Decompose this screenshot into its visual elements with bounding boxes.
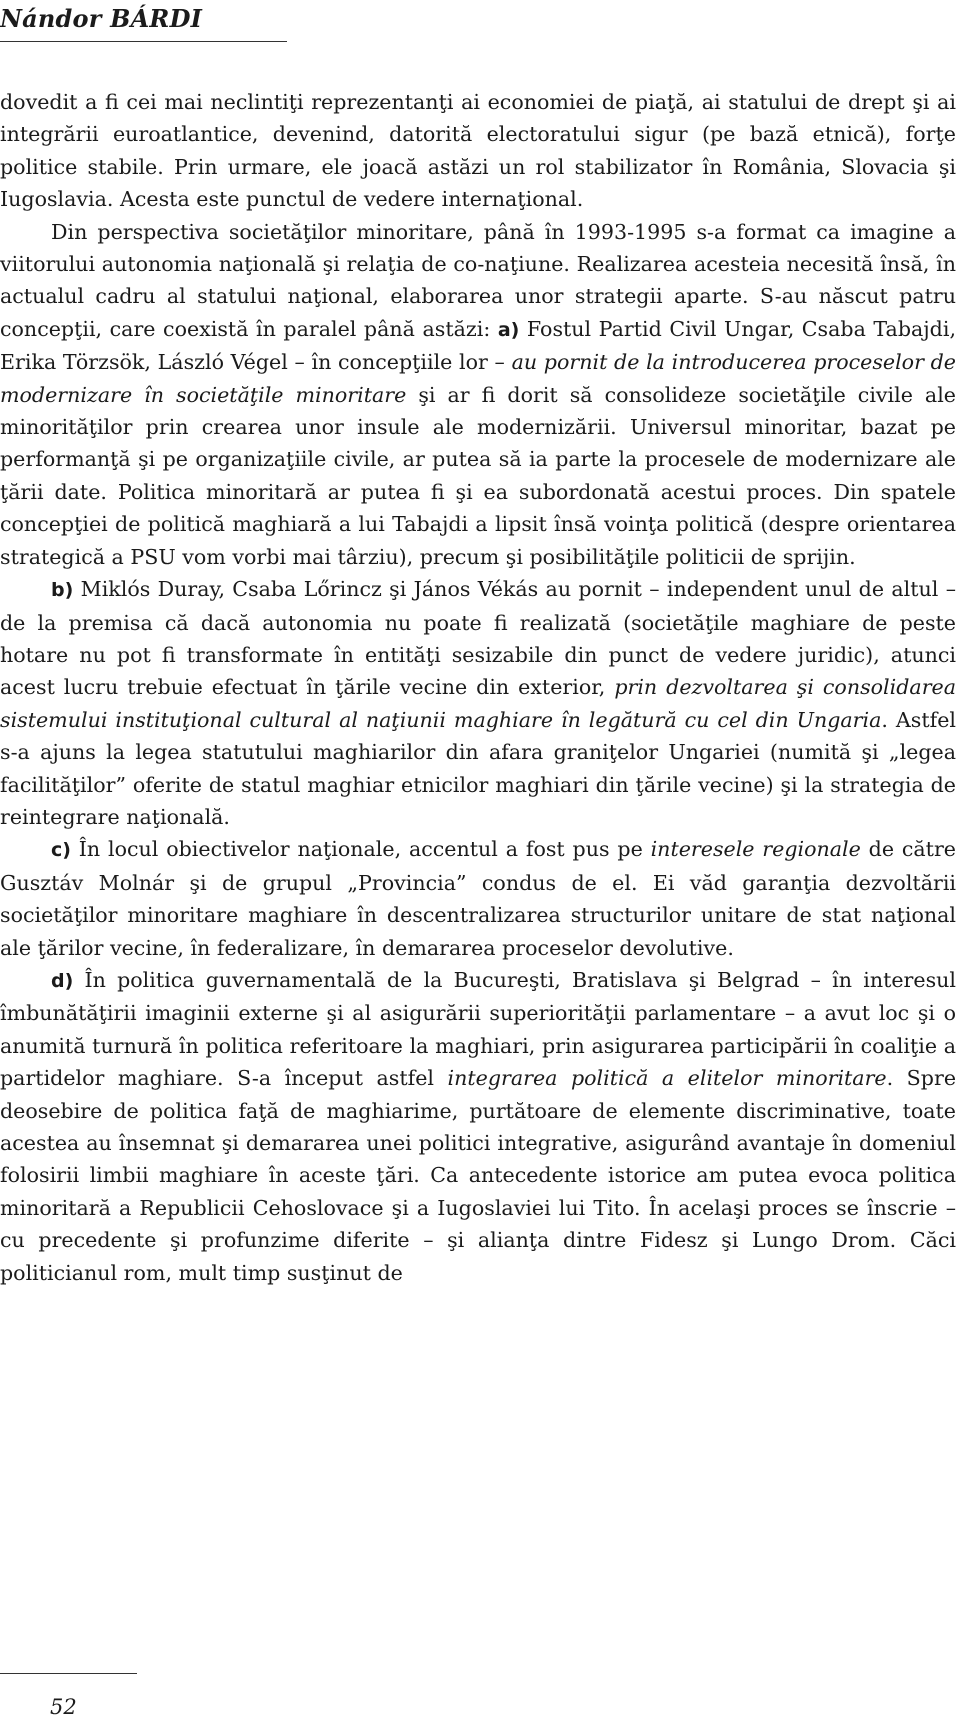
text-run: În locul obiectivelor naţionale, accentul a fost pus pe <box>70 837 651 862</box>
text-run: . Spre deosebire de politica faţă de maghiarime, purtătoare de elemente discriminative, toate acestea au însemnat şi demararea unei politici integrative, asigurând avantaje în domeniul folosirii limbii maghiare în aceste ţări. Ca antecedente istorice am putea evoca politica minoritară a Republicii Cehoslovace şi a Iugoslaviei lui Tito. În acelaşi proces se înscrie – cu precedente şi profunzime diferite – şi alianţa dintre Fidesz şi Lungo Drom. Căci politicianul rom, mult timp susţinut de <box>0 1066 957 1285</box>
paragraph <box>0 964 956 1289</box>
text-run: Miklós Duray, Csaba Lőrincz şi János Vékás au pornit – independent unul de altul – de la premisa că dacă autonomia nu poate fi realizată (societăţile maghiare de peste hotare nu pot fi transformate în entităţi sesizabile din punct de vedere juridic), atunci acest lucru trebuie efectuat în ţările vecine din exterior, <box>0 577 956 700</box>
list-label: c) <box>51 839 71 862</box>
text-run: Fostul Partid Civil Ungar, Csaba Tabajdi, Erika Törzsök, László Végel – în concepţiile lor – <box>0 316 956 375</box>
text-run: Din perspectiva societăţilor minoritare, până în 1993-1995 s-a format ca imagine a viitorului autonomia naţională şi relaţia de co-naţiune. Realizarea acesteia necesită însă, în actualul cadru al statului naţional, elaborarea unor strategii aparte. S-au născut patru concepţii, care coexistă în paralel până astăzi: <box>0 219 956 341</box>
text-run: dovedit a fi cei mai neclintiţi reprezentanţi ai economiei de piaţă, ai statului de drept şi ai integrării euroatlantice, devenind, datorită electoratului sigur (pe bază etnică), forţe politice stabile. Prin urmare, ele joacă astăzi un rol stabilizator în România, Slovacia şi Iugoslavia. Acesta este punctul de vedere internaţional. <box>0 90 956 212</box>
body-text <box>0 86 956 1289</box>
running-header-author: Nándor BÁRDI <box>0 4 203 33</box>
list-label: b) <box>51 579 74 602</box>
page-number: 52 <box>50 1695 77 1719</box>
emphasis-text: interesele regionale <box>650 837 861 862</box>
text-run: şi ar fi dorit să consolideze societăţile civile ale minorităţilor prin crearea unor insule ale modernizării. Universul minoritar, bazat pe performanţă şi pe organizaţiile civile, ar putea să ia parte la procesele de modernizare ale ţării date. Politica minoritară ar putea fi şi ea subordonată acestui proces. Din spatele concepţiei de politică maghiară a lui Tabajdi a lipsit însă voinţa politică (despre orientarea strategică a PSU vom vorbi mai târziu), precum şi posibilităţile politicii de sprijin. <box>0 382 956 569</box>
list-label: a) <box>497 318 520 341</box>
emphasis-text: prin dezvoltarea şi consolidarea sistemului instituţional cultural al naţiunii maghiare în legătură cu cel din Ungaria <box>0 675 957 732</box>
paragraph <box>0 216 956 573</box>
emphasis-text: au pornit de la introducerea proceselor de modernizare în societăţile minoritare <box>0 350 956 407</box>
paragraph <box>0 86 956 216</box>
header-rule <box>0 41 287 42</box>
text-run: . Astfel s-a ajuns la legea statutului maghiarilor din afara graniţelor Ungariei (numită şi „legea facilităţilor” oferite de statul maghiar etnicilor maghiari din ţările vecine) şi la strategia de reintegrare naţională. <box>0 707 956 829</box>
paragraph <box>0 573 956 833</box>
text-run: În politica guvernamentală de la Bucureşti, Bratislava şi Belgrad – în interesul îmbunătăţirii imaginii externe şi al asigurării superiorităţii parlamentare – a avut loc şi o anumită turnură în politica referitoare la maghiari, prin asigurarea participării în coaliţie a partidelor maghiare. S-a început astfel <box>0 967 956 1091</box>
list-label: d) <box>51 969 74 992</box>
footer-rule <box>0 1673 137 1674</box>
paragraph <box>0 833 956 964</box>
emphasis-text: integrarea politică a elitelor minoritare <box>447 1066 887 1091</box>
text-run: de către Gusztáv Molnár şi de grupul „Provincia” condus de el. Ei văd garanţia dezvoltării societăţilor minoritare maghiare în descentralizarea structurilor unitare de stat naţional ale ţărilor vecine, în federalizare, în demararea proceselor devolutive. <box>0 837 956 960</box>
